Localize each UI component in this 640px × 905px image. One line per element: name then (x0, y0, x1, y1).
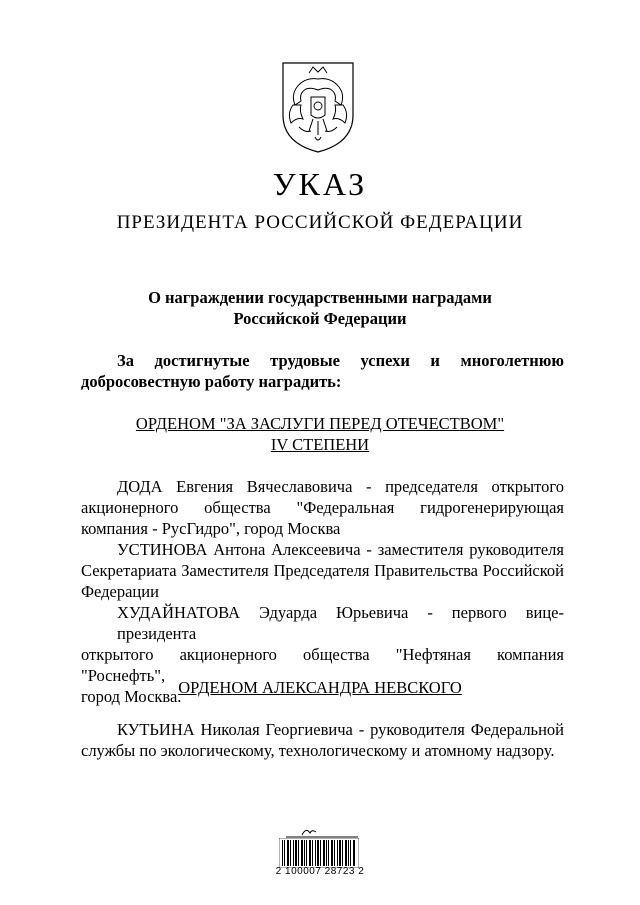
recipient-line: КУТЬИНА Николая Георгиевича - руководителя Федеральной (117, 720, 564, 739)
recipient-entry (81, 539, 564, 602)
decree-heading (90, 287, 550, 329)
order-fatherland-heading (0, 413, 640, 455)
recipient-line: город Москва. (81, 687, 182, 706)
coat-of-arms-emblem (273, 57, 363, 154)
recipient-line: Секретариата Заместителя Председателя Правительства Российской (81, 561, 564, 580)
recipient-line: УСТИНОВА Антона Алексеевича - заместителя руководителя (117, 540, 564, 559)
recipient-line: ХУДАЙНАТОВА Эдуарда Юрьевича - первого вице-президента (117, 603, 564, 643)
recipient-line: ДОДА Евгения Вячеславовича - председателя открытого (117, 477, 564, 496)
intro-line: добросовестную работу наградить: (81, 372, 342, 391)
recipient-line: открытого акционерного общества "Нефтяная компания "Роснефть", (81, 645, 564, 685)
intro-line: За достигнутые трудовые успехи и многолетнюю (117, 351, 564, 370)
recipient-entry (81, 476, 564, 539)
document-subtitle: ПРЕЗИДЕНТА РОССИЙСКОЙ ФЕДЕРАЦИИ (116, 212, 524, 233)
recipient-line: компания - РусГидро", город Москва (81, 519, 341, 538)
order-heading-line: IV СТЕПЕНИ (270, 435, 370, 454)
order-heading-line: ОРДЕНОМ АЛЕКСАНДРА НЕВСКОГО (178, 678, 462, 697)
recipient-line: службы по экологическому, технологическому и атомному надзору. (81, 741, 555, 760)
order-nevsky-heading (0, 677, 640, 698)
decree-heading-line: О награждении государственными наградами (148, 288, 492, 307)
barcode-number: 2 100007 28723 2 (275, 866, 365, 877)
barcode (279, 838, 359, 868)
decree-heading-line: Российской Федерации (233, 309, 407, 328)
recipient-entry (81, 719, 564, 761)
intro-paragraph (81, 350, 564, 392)
recipient-line: Федерации (81, 582, 159, 601)
document-title: УКАЗ (272, 166, 368, 202)
order-heading-line: ОРДЕНОМ "ЗА ЗАСЛУГИ ПЕРЕД ОТЕЧЕСТВОМ" (135, 414, 505, 433)
recipient-line: акционерного общества "Федеральная гидрогенерирующая (81, 498, 564, 517)
